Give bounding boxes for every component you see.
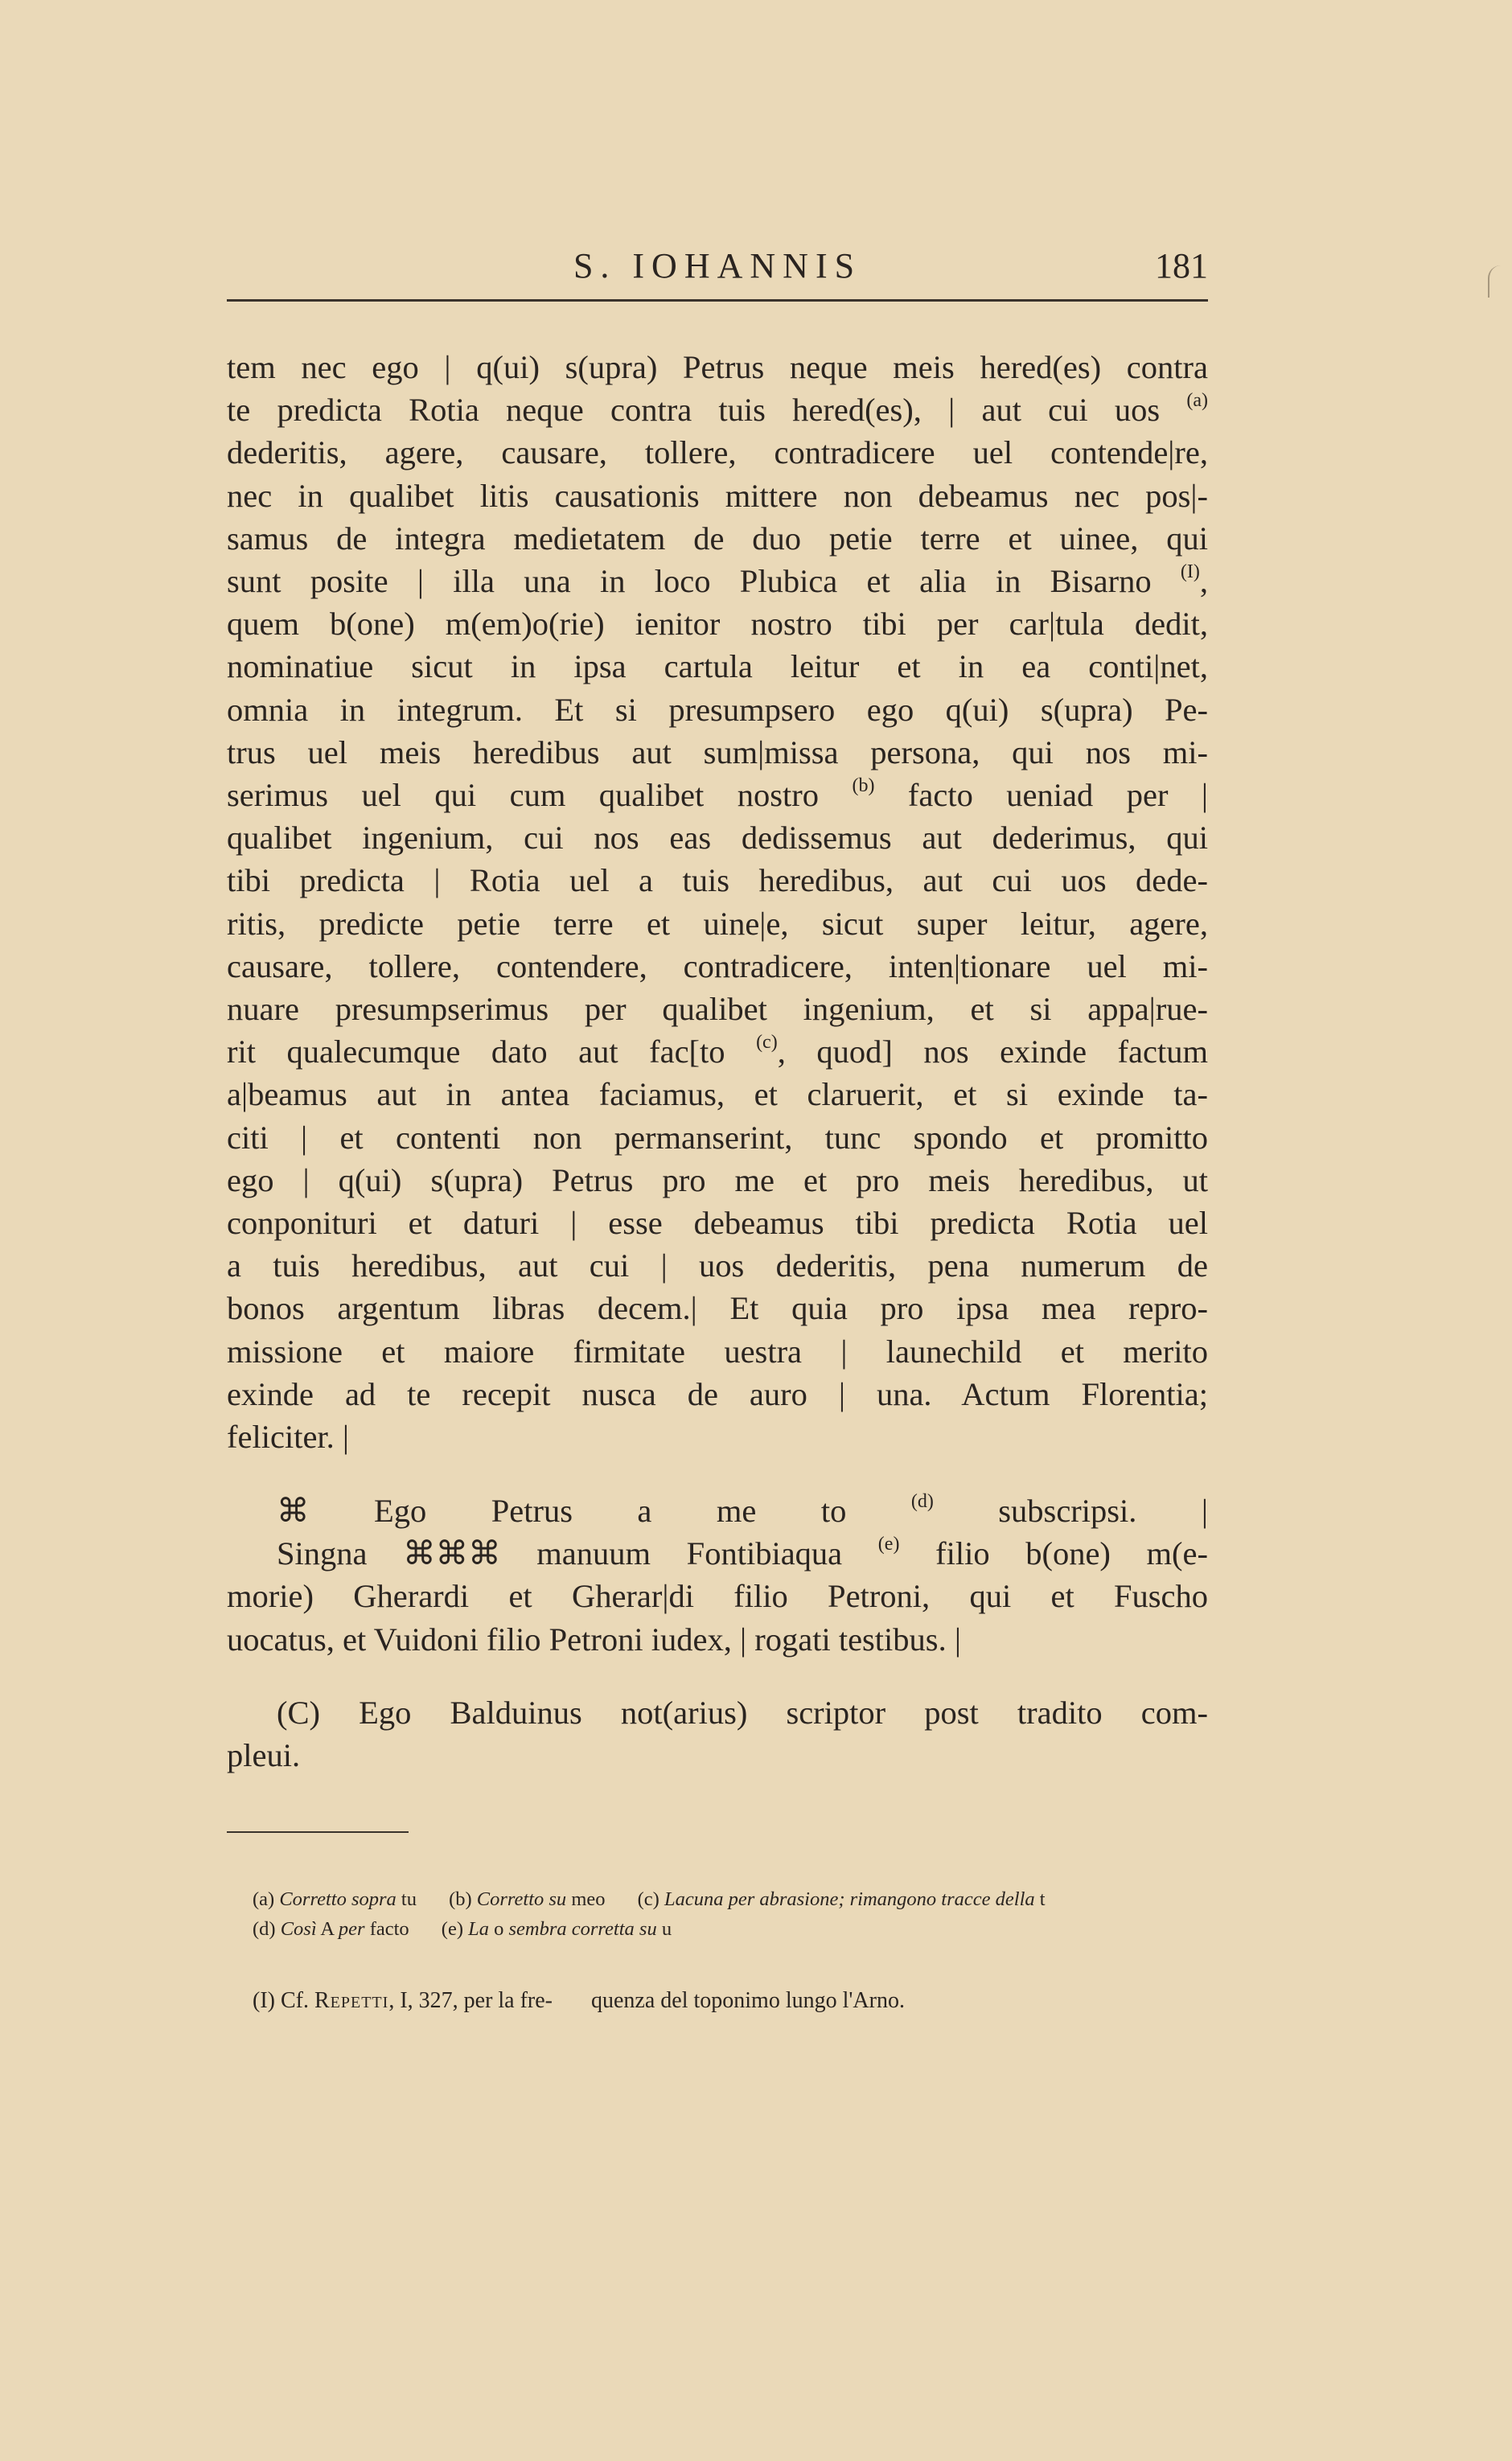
text-line: causare, tollere, contendere, contradicere, inten|tionare uel mi- bbox=[227, 947, 1208, 984]
footnote-marker: (I) bbox=[1180, 561, 1200, 583]
text-line: citi | et contenti non permanserint, tunc spondo et promitto bbox=[227, 1119, 1208, 1156]
apparatus-note: (e) La o sembra corretta su u bbox=[441, 1918, 672, 1940]
text-line: quem b(one) m(em)o(rie) ienitor nostro tibi per car|tula dedit, bbox=[227, 606, 1208, 643]
text-line: tem nec ego | q(ui) s(upra) Petrus neque meis hered(es) contra bbox=[227, 349, 1208, 385]
text-line: samus de integra medietatem de duo petie terre et uinee, qui bbox=[227, 520, 1208, 557]
apparatus-note: (b) Corretto su meo bbox=[449, 1888, 606, 1910]
text-line: trus uel meis heredibus aut sum|missa persona, qui nos mi- bbox=[227, 733, 1208, 770]
header-rule bbox=[227, 299, 1208, 302]
apparatus-note: (c) Lacuna per abrasione; rimangono tracce della t bbox=[637, 1888, 1046, 1910]
text-line: a|beamus aut in antea faciamus, et claruerit, et si exinde ta- bbox=[227, 1076, 1208, 1113]
signature-line: morie) Gherardi et Gherar|di filio Petroni, qui et Fuscho bbox=[227, 1578, 1208, 1615]
critical-apparatus bbox=[253, 1884, 1218, 1944]
text-line: nec in qualibet litis causationis mittere non debeamus nec pos|- bbox=[227, 477, 1208, 514]
footnote-marker: (e) bbox=[877, 1534, 900, 1555]
apparatus-note: (a) Corretto sopra tu bbox=[253, 1888, 417, 1910]
margin-mark bbox=[1488, 265, 1501, 298]
footnote-marker: (a) bbox=[1186, 390, 1209, 412]
text-line: nominatiue sicut in ipsa cartula leitur et in ea conti|net, bbox=[227, 648, 1208, 685]
text-line: te predicta Rotia neque contra tuis hered(es), | aut cui uos $^{(a)}$ bbox=[227, 390, 1209, 429]
historical-footnote: (I) Cf. Repetti, I, 327, per la fre- quenza del toponimo lungo l'Arno. bbox=[253, 1988, 905, 2013]
cross-sign-icon: ⌘ bbox=[277, 1493, 310, 1529]
text-line: ritis, predicte petie terre et uine|e, sicut super leitur, agere, bbox=[227, 905, 1208, 942]
text-line: exinde ad te recepit nusca de auro | una. Actum Florentia; bbox=[227, 1375, 1208, 1412]
text-line: bonos argentum libras decem.| Et quia pro ipsa mea repro- bbox=[227, 1290, 1208, 1327]
text-line: qualibet ingenium, cui nos eas dedissemus aut dederimus, qui bbox=[227, 820, 1208, 857]
signatures-block bbox=[227, 1489, 1208, 1661]
text-line: serimus uel qui cum qualibet nostro $^{(b)}$ facto ueniad per | bbox=[227, 775, 1209, 814]
footnote-marker: (d) bbox=[910, 1491, 934, 1512]
notary-line: (C) Ego Balduinus not(arius) scriptor post tradito com- bbox=[277, 1695, 1208, 1731]
footnote-marker: (b) bbox=[852, 775, 875, 797]
signature-line: uocatus, et Vuidoni filio Petroni iudex, | rogati testibus. | bbox=[227, 1621, 961, 1658]
running-header bbox=[227, 245, 1208, 294]
apparatus-note: (d) Così A per facto bbox=[253, 1918, 409, 1940]
apparatus-row bbox=[253, 1914, 1218, 1944]
text-line: tibi predicta | Rotia uel a tuis heredibus, aut cui uos dede- bbox=[227, 862, 1208, 899]
text-line: missione et maiore firmitate uestra | launechild et merito bbox=[227, 1333, 1208, 1370]
cross-sign-icon: ⌘⌘⌘ bbox=[403, 1535, 501, 1572]
signature-line: Singna ⌘⌘⌘ manuum Fontibiaqua $^{(e)}$ filio b(one) m(e- bbox=[277, 1534, 1208, 1572]
text-line: dederitis, agere, causare, tollere, contradicere uel contende|re, bbox=[227, 434, 1208, 471]
text-line: sunt posite | illa una in loco Plubica et alia in Bisarno $^{(I)}$, bbox=[227, 561, 1208, 600]
text-line: nuare presumpserimus per qualibet ingenium, et si appa|rue- bbox=[227, 991, 1208, 1028]
text-line: conponituri et daturi | esse debeamus tibi predicta Rotia uel bbox=[227, 1205, 1208, 1242]
page-number: 181 bbox=[1155, 246, 1208, 286]
signature-line: ⌘ Ego Petrus a me to $^{(d)}$ subscripsi. | bbox=[277, 1491, 1209, 1529]
text-line: ego | q(ui) s(upra) Petrus pro me et pro meis heredibus, ut bbox=[227, 1161, 1208, 1198]
notary-subscription bbox=[227, 1691, 1208, 1777]
author-name: Repetti bbox=[314, 1988, 389, 2013]
footnote-marker: (c) bbox=[756, 1032, 778, 1054]
apparatus-row bbox=[253, 1884, 1218, 1914]
notary-line: pleui. bbox=[227, 1737, 301, 1774]
text-line: a tuis heredibus, aut cui | uos dederitis, pena numerum de bbox=[227, 1247, 1208, 1284]
footnote-rule bbox=[227, 1831, 409, 1833]
main-text bbox=[227, 346, 1208, 1458]
running-title: S. IOHANNIS bbox=[573, 246, 862, 286]
text-line: omnia in integrum. Et si presumpsero ego q(ui) s(upra) Pe- bbox=[227, 691, 1208, 728]
text-line: rit qualecumque dato aut fac[to $^{(c)}$, quod] nos exinde factum bbox=[227, 1032, 1208, 1070]
text-line: feliciter. | bbox=[227, 1419, 350, 1456]
